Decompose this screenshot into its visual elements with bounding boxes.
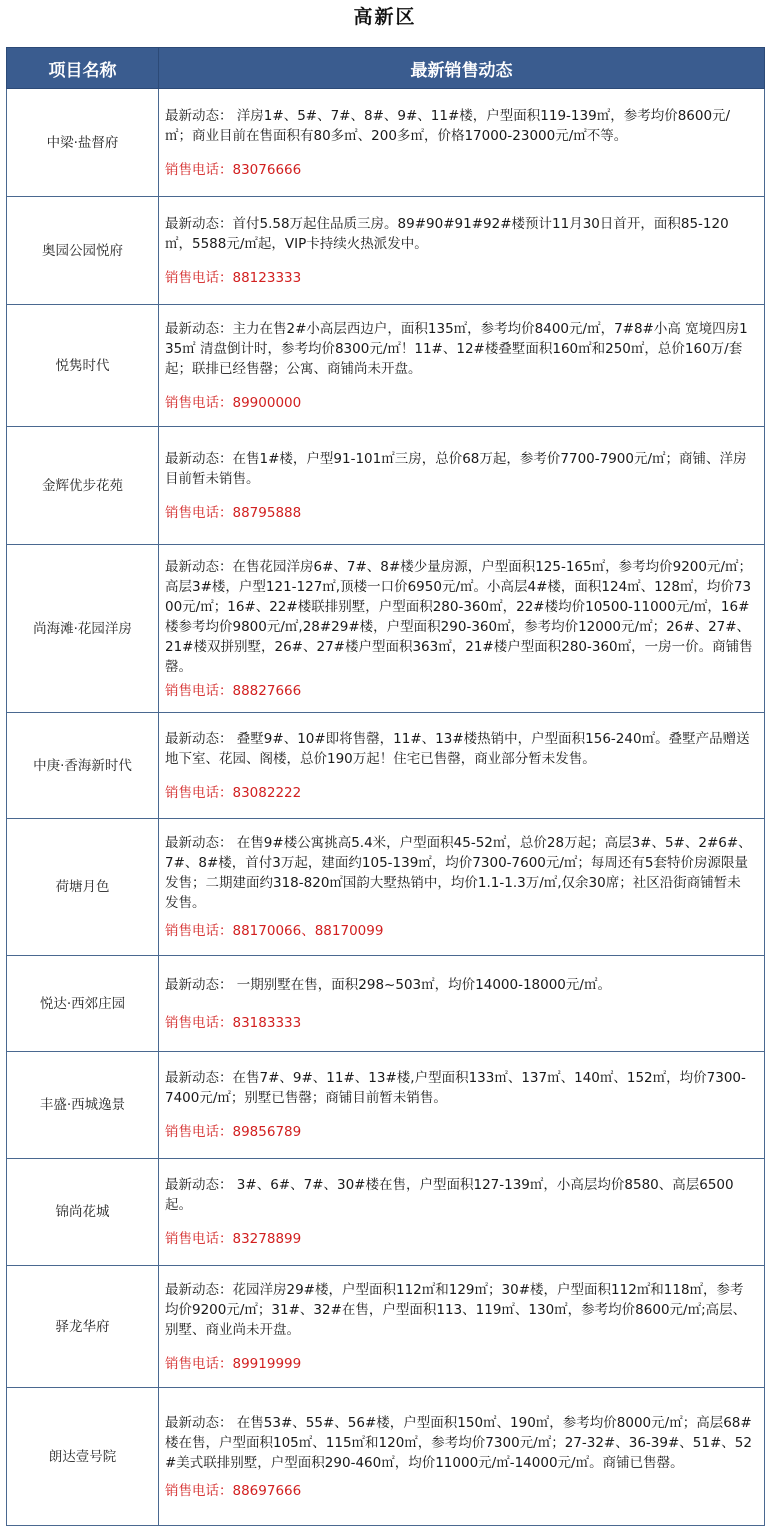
project-name: 荷塘月色 (7, 819, 159, 956)
project-name: 驿龙华府 (7, 1266, 159, 1388)
project-name: 金辉优步花苑 (7, 427, 159, 545)
sales-description: 最新动态： 洋房1#、5#、7#、8#、9#、11#楼，户型面积119-139㎡，参考均价8600元/㎡；商业目前在售面积有80多㎡、200多㎡，价格17000-23000元/㎡不等。 (165, 107, 731, 144)
sales-info (159, 427, 765, 545)
phone-label: 销售电话： (165, 784, 233, 801)
phone-number: 88795888 (232, 504, 302, 521)
table-row (7, 1159, 765, 1266)
sales-description: 最新动态： 在售9#楼公寓挑高5.4米，户型面积45-52㎡，总价28万起；高层3#、5#、2#6#、7#、8#楼，首付3万起，建面约105-139㎡，均价7300-7600元/㎡；每周还有5套特价房源限量发售；二期建面约318-820㎡国韵大墅热销中，均价1.1-1.3万/㎡,仅余30席；社区沿街商铺暂未发售。 (165, 835, 752, 911)
phone-label: 销售电话： (165, 682, 233, 699)
sales-description: 最新动态：主力在售2#小高层西边户，面积135㎡，参考均价8400元/㎡，7#8#小高 宽境四房135㎡ 清盘倒计时，参考均价8300元/㎡！11#、12#楼叠墅面积160㎡和250㎡，总价160万/套起；联排已经售罄；公寓、商铺尚未开盘。 (165, 320, 748, 377)
table-row (7, 197, 765, 305)
sales-phone-line (165, 1481, 754, 1501)
sales-info (159, 956, 765, 1052)
project-name: 奥园公园悦府 (7, 197, 159, 305)
table-row (7, 819, 765, 956)
page-title: 高新区 (353, 6, 417, 28)
sales-phone-line (165, 268, 754, 288)
table-row (7, 1266, 765, 1388)
sales-phone-line (165, 783, 754, 803)
project-name: 悦达·西郊庄园 (7, 956, 159, 1052)
project-name: 尚海滩·花园洋房 (7, 545, 159, 713)
table-header-row (7, 48, 765, 89)
sales-phone-line (165, 681, 754, 701)
sales-description: 最新动态： 3#、6#、7#、30#楼在售，户型面积127-139㎡，小高层均价8580、高层6500起。 (165, 1177, 734, 1213)
phone-number: 88827666 (232, 682, 302, 699)
project-name: 中梁·盐督府 (7, 89, 159, 197)
phone-label: 销售电话： (165, 1014, 233, 1031)
sales-description: 最新动态：在售7#、9#、11#、13#楼,户型面积133㎡、137㎡、140㎡、152㎡，均价7300-7400元/㎡；别墅已售罄；商铺目前暂未销售。 (165, 1070, 746, 1106)
sales-info (159, 819, 765, 956)
sales-description: 最新动态：在售1#楼，户型91-101㎡三房，总价68万起，参考价7700-7900元/㎡；商铺、洋房目前暂未销售。 (165, 450, 747, 487)
sales-description: 最新动态： 叠墅9#、10#即将售罄，11#、13#楼热销中，户型面积156-240㎡。叠墅产品赠送地下室、花园、阁楼，总价190万起！住宅已售罄，商业部分暂未发售。 (165, 730, 750, 767)
phone-number: 83076666 (232, 161, 302, 178)
sales-phone-line (165, 160, 754, 180)
table-row (7, 1388, 765, 1526)
table-row (7, 89, 765, 197)
sales-description: 最新动态：在售花园洋房6#、7#、8#楼少量房源，户型面积125-165㎡，参考均价9200元/㎡；高层3#楼，户型121-127㎡,顶楼一口价6950元/㎡。小高层4#楼，面积124㎡、128㎡，均价7300元/㎡；16#、22#楼联排别墅，户型面积280-360㎡，22#楼均价10500-11000元/㎡，16#楼参考均价9800元/㎡,28#29#楼，户型面积290-360㎡，参考均价12000元/㎡；26#、27#、21#楼双拼别墅，26#、27#楼户型面积363㎡，21#楼户型面积280-360㎡，一房一价。商铺售罄。 (165, 558, 753, 675)
sales-info (159, 545, 765, 713)
project-name: 丰盛·西城逸景 (7, 1052, 159, 1159)
sales-info (159, 197, 765, 305)
sales-info (159, 1388, 765, 1526)
sales-phone-line (165, 393, 754, 413)
table-row (7, 956, 765, 1052)
project-name: 朗达壹号院 (7, 1388, 159, 1526)
header-project-name: 项目名称 (7, 48, 159, 89)
sales-phone-line (165, 1354, 754, 1374)
phone-label: 销售电话： (165, 1355, 233, 1372)
sales-description: 最新动态：首付5.58万起住品质三房。89#90#91#92#楼预计11月30日首开，面积85-120㎡，5588元/㎡起，VIP卡持续火热派发中。 (165, 215, 729, 252)
phone-label: 销售电话： (165, 161, 233, 178)
sales-info (159, 89, 765, 197)
sales-description: 最新动态： 在售53#、55#、56#楼，户型面积150㎡、190㎡，参考均价8000元/㎡；高层68#楼在售，户型面积105㎡、115㎡和120㎡，参考均价7300元/㎡；27-32#、36-39#、51#、52#美式联排别墅，户型面积290-460㎡，均价11000元/㎡-14000元/㎡。商铺已售罄。 (165, 1414, 752, 1471)
phone-number: 83082222 (232, 784, 302, 801)
sales-phone-line (165, 1229, 754, 1249)
phone-label: 销售电话： (165, 504, 233, 521)
phone-number: 88697666 (232, 1482, 302, 1499)
project-name: 锦尚花城 (7, 1159, 159, 1266)
project-sales-table (6, 47, 765, 1526)
sales-info (159, 1266, 765, 1388)
header-sales-info: 最新销售动态 (159, 48, 765, 89)
table-row (7, 1052, 765, 1159)
phone-label: 销售电话： (165, 1124, 233, 1140)
phone-label: 销售电话： (165, 269, 233, 286)
sales-phone-line (165, 1122, 754, 1142)
phone-label: 销售电话： (165, 1231, 233, 1247)
project-name: 悦隽时代 (7, 305, 159, 427)
sales-phone-line (165, 921, 754, 941)
sales-description: 最新动态：花园洋房29#楼，户型面积112㎡和129㎡；30#楼，户型面积112㎡和118㎡，参考均价9200元/㎡；31#、32#在售，户型面积113、119㎡、130㎡，参考均价8600元/㎡;高层、别墅、商业尚未开盘。 (165, 1281, 747, 1338)
table-row (7, 427, 765, 545)
phone-number: 89900000 (232, 394, 302, 411)
sales-description: 最新动态： 一期别墅在售，面积298~503㎡，均价14000-18000元/㎡。 (165, 976, 611, 993)
phone-number: 83278899 (232, 1231, 302, 1247)
phone-number: 89919999 (232, 1355, 302, 1372)
table-row (7, 713, 765, 819)
sales-phone-line (165, 1013, 754, 1033)
phone-number: 89856789 (232, 1124, 302, 1140)
table-row (7, 545, 765, 713)
sales-info (159, 1159, 765, 1266)
phone-number: 88170066、88170099 (232, 923, 384, 939)
sales-info (159, 1052, 765, 1159)
phone-number: 83183333 (232, 1014, 302, 1031)
sales-phone-line (165, 503, 754, 523)
phone-label: 销售电话： (165, 1482, 233, 1499)
project-name: 中庚·香海新时代 (7, 713, 159, 819)
phone-number: 88123333 (232, 269, 302, 286)
table-row (7, 305, 765, 427)
phone-label: 销售电话： (165, 394, 233, 411)
phone-label: 销售电话： (165, 923, 233, 939)
sales-info (159, 305, 765, 427)
sales-info (159, 713, 765, 819)
